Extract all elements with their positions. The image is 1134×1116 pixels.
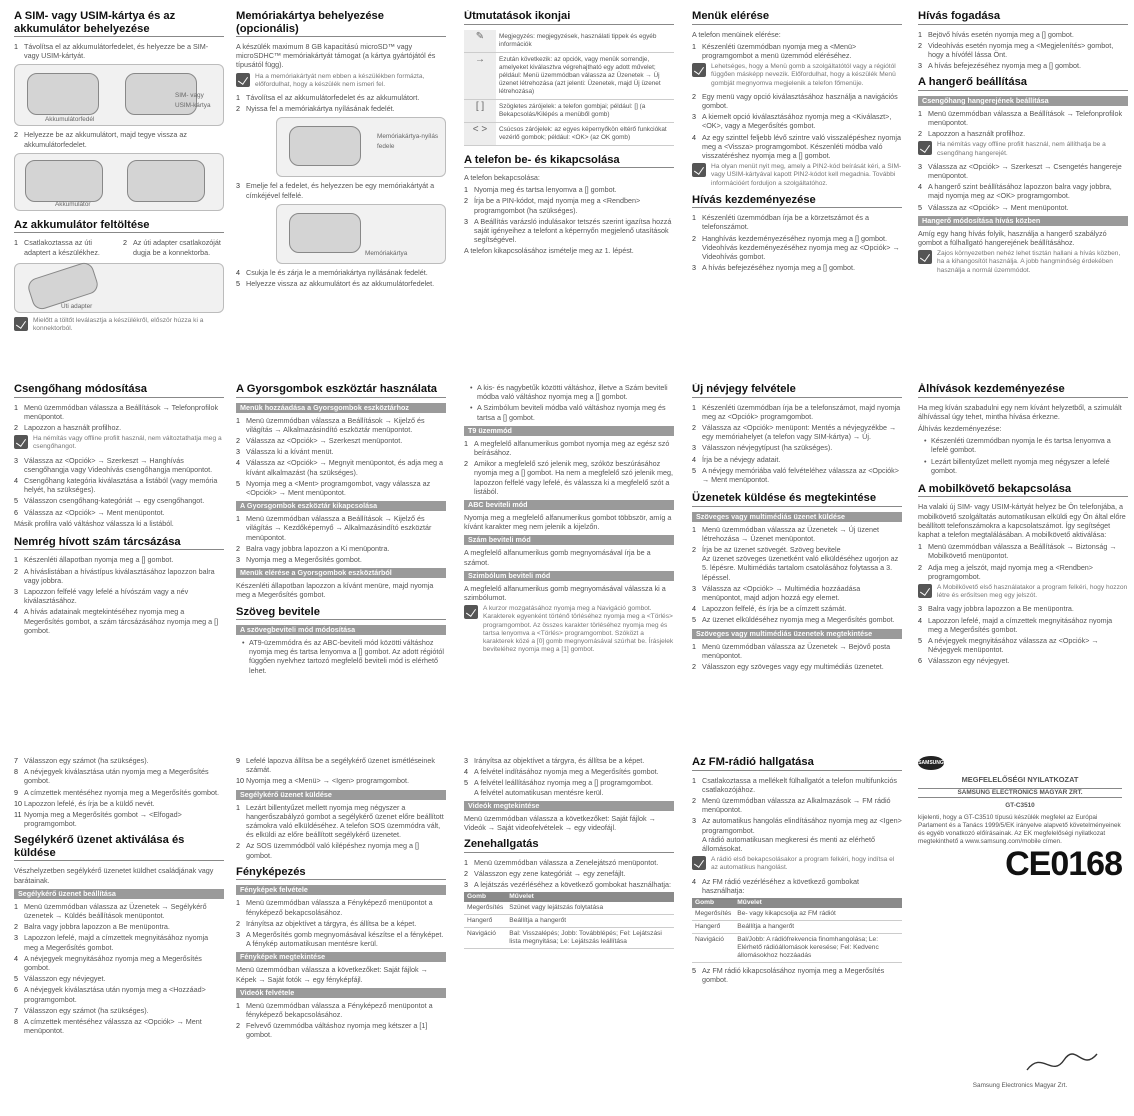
bullet: • Készenléti üzemmódban nyomja le és tartsa lenyomva a lefelé gombot. <box>924 436 1111 455</box>
col-video-music <box>464 756 674 1108</box>
paragraph: Amíg egy hang hívás folyik, használja a hangerő szabályzó gombot a fülhallgató hangerejének beállításához. <box>918 228 1107 248</box>
step: 4 A hangerő szint beállításához lapozzon balra vagy jobbra, majd nyomja meg az <OK> programgombot. <box>918 182 1112 201</box>
note-icon <box>692 63 706 77</box>
step: 2 Videohívás esetén nyomja meg a <Megjelenítés> gombot, hogy a hívófél lássa Önt. <box>918 40 1114 59</box>
section-title: Segélykérő üzenet aktiválása és küldése <box>14 834 185 859</box>
step: 1 Menü üzemmódban válassza a Beállítások → Kijelző és világítás → Alkalmazásindító eszköztár menüpontot. <box>236 415 425 434</box>
step: 3 Válassza az <Opciók> → Szerkeszt → Csengetés hangereje menüpontot. <box>918 161 1122 181</box>
section-title: Az akkumulátor feltöltése <box>14 218 150 231</box>
paragraph: Készenléti állapotban lapozzon a kívánt menüre, majd nyomja meg a Megerősítés gombot. <box>236 581 434 600</box>
subsection-title: A szövegbeviteli mód módosítása <box>236 625 446 635</box>
step: 3 Nyomja meg a Megerősítés gombot. <box>236 554 362 564</box>
step: 1 Készenléti üzemmódban írja be a telefonszámot, majd nyomja meg az <Opciók> programgombot. <box>692 402 901 421</box>
paragraph: A telefon bekapcsolása: <box>464 173 540 182</box>
step: 3 A lejátszás vezérléséhez a következő gombokat használhatja: <box>464 880 671 890</box>
step: 1 Menü üzemmódban válassza az Üzenetek → Segélykérő üzenetek → Küldés beállítások menüpontot. <box>14 901 207 921</box>
step: 1 Menü üzemmódban válassza a Beállítások → Telefonprofilok menüpontot. <box>14 402 219 421</box>
step: 2 Lapozzon a használt profilhoz. <box>14 422 122 432</box>
col-sos-camera <box>236 756 446 1108</box>
illustration-slot: Memóriakártya-nyílás fedele <box>276 117 446 177</box>
section-title: A telefon be- és kikapcsolása <box>464 153 620 166</box>
step: 5 Válassza az <Opciók> → Ment menüpontot. <box>918 202 1069 212</box>
icons-table: ✎ Megjegyzés: megjegyzések, használati tippek és egyéb információk → Ezután következik: az opciók, vagy menük sorrendje, amelyeket kiválasztva végrehajtható egy adott művelet; például: Menü üzemmódban válassza az Üzenetek → Új üzenet létrehozása (azt jelenti: Üzenetek, majd Új üzenet létrehozása) [ ] Szögletes zárójelek: a telefon gombjai; például: [] (a Bekapcsolás/Kilépés a menüből gomb) < > Csúcsos zárójelek: az egyes képernyőkön eltérő funkciókat vezérlő gombok; például: <OK> (az OK gomb) <box>464 30 674 146</box>
step: 5 Válasszon csengőhang-kategóriát → egy csengőhangot. <box>14 496 205 506</box>
col-sim-battery <box>14 10 224 368</box>
step: 1 Távolítsa el az akkumulátorfedelet és az akkumulátort. <box>236 93 420 103</box>
section-title: Hívás fogadása <box>918 10 1001 22</box>
note: Lehetséges, hogy a Menü gomb a szolgáltatótól vagy a régiótól függően másképp nevezik. Előfordulhat, hogy a készülék Menü gombját megnyomva megjelenik a telefon főmenüje. <box>692 63 902 88</box>
declaration-text: kijelenti, hogy a GT-C3510 típusú készülék megfelel az Európai Parlament és a Tanács 1999/5/EK irányelve alapvető követelményeinek és egyéb vonatkozó előírásainak. Az EK megfelelőségi nyilatkozat megtekinthető a www.samsung.com/mobile címen. <box>918 814 1121 845</box>
step: 2 A híváslistában a hívástípus kiválasztásához lapozzon balra vagy jobbra. <box>14 566 215 585</box>
step: 2 Lapozzon a használt profilhoz. <box>918 129 1026 139</box>
step: 8 A névjegyek kiválasztása után nyomja meg a Megerősítés gombot. <box>14 767 209 786</box>
step: 1 Csatlakoztassa a mellékelt fülhallgatót a telefon multifunkciós csatlakozójához. <box>692 775 897 794</box>
subsection-title: T9 üzemmód <box>464 426 674 436</box>
step: 5 A felvétel leállításához nyomja meg a [] programgombot. A felvétel automatikusan mentésre kerül. <box>464 778 653 797</box>
section-title: Nemrég hívott szám tárcsázása <box>14 535 181 548</box>
col-sos <box>14 756 224 1108</box>
col-icons-power <box>464 10 674 368</box>
note-icon <box>14 435 28 449</box>
step: 1 A megfelelő alfanumerikus gombot nyomja meg az egész szó beírásához. <box>464 438 670 458</box>
section-title: A Gyorsgombok eszköztár használata <box>236 383 438 395</box>
step: 2 Balra vagy jobbra lapozzon a Ki menüpontra. <box>236 543 390 553</box>
step: 4 Az egy szinttel feljebb lévő szintre való visszalépéshez nyomja meg a <Vissza> programgombot. Készenléti módba való visszatéréshez nyomja meg a [] gombot. <box>692 132 901 160</box>
step: 3 A hívás befejezéséhez nyomja meg a [] gombot. <box>692 263 856 273</box>
note: Ha némítás vagy offline profilt használ, nem változtathatja meg a csengőhangot. <box>14 435 224 451</box>
step: 9 A címzettek mentéséhez nyomja meg a Megerősítés gombot. <box>14 787 219 797</box>
step: 6 Válasszon egy névjegyet. <box>918 656 1010 666</box>
step: 2 Az úti adapter csatlakozóját dugja be a konnektorba. <box>123 238 221 257</box>
step: 1 Készenléti üzemmódban nyomja meg a <Menü> programgombot a menü üzemmód eléréséhez. <box>692 41 857 60</box>
illustration-card: Memóriakártya <box>276 204 446 264</box>
step: 1 Menü üzemmódban válassza a Zenelejátszó menüpontot. <box>464 857 659 867</box>
note-icon <box>692 163 706 177</box>
step: 5 Az FM rádió kikapcsolásához nyomja meg a Megerősítés gombot. <box>692 965 885 985</box>
bracket-icon: [ ] <box>464 99 496 122</box>
paragraph: Vészhelyzetben segélykérő üzenetet küldhet családjának vagy barátainak. <box>14 866 214 885</box>
paragraph: Menü üzemmódban válassza a következőket: Saját fájlok → Képek → Saját fotók → egy fényképfájl. <box>236 965 428 984</box>
step: 2 Egy menü vagy opció kiválasztásához használja a navigációs gombot. <box>692 91 898 110</box>
paragraph: Ha valaki új SIM- vagy USIM-kártyát helyez be Ön telefonjába, a mobilkövető szolgáltatás automatikusan elküldi egy Ön által előre beállított telefonszámokra a kapcsolatszámot. Így segítséget kaphat a telefon megtalálásában. A mobilkövető aktiválása: <box>918 502 1126 540</box>
note-icon <box>464 605 478 619</box>
subsection-title: Szimbólum beviteli mód <box>464 571 674 581</box>
note: Ha olyan menüt nyit meg, amely a PIN2-kód beírását kéri, a SIM- vagy USIM-kártyával kapott PIN2-kódot kell megadnia. További információért forduljon a szolgáltatóhoz. <box>692 163 902 188</box>
step: 1 Menü üzemmódban válassza a Beállítások → Biztonság → Mobilkövető menüpontot. <box>918 542 1117 561</box>
step: 7 Válasszon egy számot (ha szükséges). <box>14 1005 149 1015</box>
note: A kurzor mozgatásához nyomja meg a Navigáció gombot. Karakterek egyenként történő törléséhez nyomja meg a <Törlés> programgombot. Az összes karakter törléséhez nyomja meg és tartsa lenyomva a <Törlés> programgombot. Szóközt a karakterek közé a [0] gomb megnyomásával szúrhat be. Írásjelek beviteléhez nyomja meg a [1] gombot. <box>464 605 674 654</box>
step: 1 Menü üzemmódban válassza a Fényképező menüpontot a fényképező bekapcsolásához. <box>236 1000 433 1019</box>
step: 2 Irányítsa az objektívet a tárgyra, és állítsa be a képet. <box>236 918 417 928</box>
note: Ha némítás vagy offline profilt használ, nem állíthatja be a csengőhang hangerejét. <box>918 141 1128 157</box>
step: 4 Csukja le és zárja le a memóriakártya nyílásának fedelét. <box>236 267 428 277</box>
subsection-title: A Gyorsgombok eszköztár kikapcsolása <box>236 501 446 511</box>
subsection-title: Segélykérő üzenet küldése <box>236 790 446 800</box>
col-answer-volume <box>918 10 1128 368</box>
step: 3 Balra vagy jobbra lapozzon a Be menüpontra. <box>918 604 1074 614</box>
subsection-title: Videók felvétele <box>236 988 446 998</box>
step: 9 Lefelé lapozva állítsa be a segélykérő üzenet ismétléseinek számát. <box>236 756 435 775</box>
note-icon <box>918 584 932 598</box>
step: 4 Írja be a névjegy adatait. <box>692 454 781 464</box>
step: 3 Emelje fel a fedelet, és helyezzen be egy memóriakártyát a címkéjével felfelé. <box>236 181 435 200</box>
section-title: Hívás kezdeményezése <box>692 193 816 206</box>
section-title: Útmutatások ikonjai <box>464 10 571 22</box>
step: 1 Menü üzemmódban válassza a Beállítások → Kijelző és világítás → Kezdőképernyő → Alkalmazásindító eszköztár menüpontot. <box>236 514 432 542</box>
subsection-title: Hangerő módosítása hívás közben <box>918 216 1128 226</box>
step: 5 A névjegy memóriába való felvételéhez válassza az <Opciók> → Ment menüpontot. <box>692 465 899 484</box>
paragraph: Ha meg kíván szabadulni egy nem kívánt helyzetből, a szimulált álhívással úgy tehet, mintha hívása érkezne. <box>918 402 1122 421</box>
subsection-title: Fényképek felvétele <box>236 885 446 895</box>
step: 1 Menü üzemmódban válassza az Üzenetek → Új üzenet létrehozása → Üzenet menüpontot. <box>692 524 879 543</box>
paragraph: A megfelelő alfanumerikus gomb megnyomásával írja be a számot. <box>464 548 651 567</box>
col-ringtone-redial <box>14 383 224 741</box>
step: 2 Írja be a PIN-kódot, majd nyomja meg a <Rendben> programgombot (ha szükséges). <box>464 196 641 215</box>
step: 3 Válassza az <Opciók> → Szerkeszt → Hanghívás csengőhangja vagy Videohívás csengőhangja menüpontot. <box>14 455 213 474</box>
section-title: A mobilkövető bekapcsolása <box>918 482 1072 495</box>
step: 3 Válassza ki a kívánt menüt. <box>236 447 334 457</box>
paragraph: A készülék maximum 8 GB kapacitású microSD™ vagy microSDHC™ memóriakártyát támogat (a kártya gyártójától és típusától függ). <box>236 42 436 70</box>
step: 2 Az SOS üzemmódból való kilépéshez nyomja meg a [] gombot. <box>236 841 419 860</box>
paragraph: A megfelelő alfanumerikus gomb megnyomásával válassza ki a szimbólumot. <box>464 583 666 603</box>
step: 2 Balra vagy jobbra lapozzon a Be menüpontra. <box>14 922 170 932</box>
declaration-title: MEGFELELŐSÉGI NYILATKOZAT <box>961 775 1079 784</box>
subsection-title: Videók megtekintése <box>464 801 674 811</box>
step: 5 Válasszon egy névjegyet. <box>14 974 106 984</box>
note: A rádió első bekapcsolásakor a program felkéri, hogy indítsa el az automatikus hangolást. <box>692 856 902 872</box>
samsung-logo: SAMSUNG ELECTRONICS <box>918 756 944 770</box>
step: 4 Lapozzon felfelé, és írja be a címzett számát. <box>692 604 847 614</box>
angle-bracket-icon: < > <box>464 122 496 145</box>
step: 2 Nyissa fel a memóriakártya nyílásának fedelét. <box>236 104 395 114</box>
subsection-title: ABC beviteli mód <box>464 500 674 510</box>
step: 2 Válassza az <Opciók> menüpont: Mentés a névjegyzékbe → egy memóriahelyet (a telefon vagy SIM-kártya) → Új. <box>692 422 897 442</box>
paragraph: Menü üzemmódban válassza a következőket: Saját fájlok → Videók → Saját videofelvételek → egy videofájl. <box>464 813 656 833</box>
subsection-title: Fényképek megtekintése <box>236 952 446 962</box>
paragraph: Nyomja meg a megfelelő alfanumerikus gombot többször, amíg a kívánt karakter meg nem jelenik a kijelzőn. <box>464 513 672 532</box>
note-icon <box>918 141 932 155</box>
step: 3 Lapozzon lefelé, majd a címzettek megnyitásához nyomja meg a Megerősítés gombot. <box>14 933 209 952</box>
note: Ha a memóriakártyát nem ebben a készülékben formázta, előfordulhat, hogy a készülék nem ismeri fel. <box>236 73 446 89</box>
col-menus-calls <box>692 10 902 368</box>
col-fake-call-tracker <box>918 383 1128 741</box>
step: 2 Hanghívás kezdeményezéséhez nyomja meg a [] gombot. Videohívás kezdeményezéséhez nyomja meg az <Opciók> → Videohívás gombot. <box>692 233 900 262</box>
section-title: Csengőhang módosítása <box>14 383 148 395</box>
step: 1 Menü üzemmódban válassza a Beállítások → Telefonprofilok menüpontot. <box>918 108 1123 128</box>
note-icon <box>918 250 932 264</box>
subsection-title: Szöveges vagy multimédiás üzenetek megtekintése <box>692 629 902 639</box>
step: 3 Válasszon névjegytípust (ha szükséges). <box>692 443 833 453</box>
note-icon: ✎ <box>464 30 496 53</box>
step: 2 Helyezze be az akkumulátort, majd tegye vissza az akkumulátorfedelet. <box>14 130 187 149</box>
section-title: Üzenetek küldése és megtekintése <box>692 492 877 505</box>
subsection-title: Csengőhang hangerejének beállítása <box>918 96 1128 106</box>
step: 4 Az FM rádió vezérléséhez a következő gombokat használhatja: <box>692 876 860 895</box>
step: 7 Válasszon egy számot (ha szükséges). <box>14 756 149 765</box>
step: 1 Bejövő hívás esetén nyomja meg a [] gombot. <box>918 29 1074 39</box>
model-number: GT-C3510 <box>1005 802 1035 809</box>
step: 2 Adja meg a jelszót, majd nyomja meg a <Rendben> programgombot. <box>918 562 1094 581</box>
step: 3 Lapozzon felfelé vagy lefelé a hívószám vagy a név kiválasztásához. <box>14 587 189 606</box>
bullet: • Lezárt billentyűzet mellett nyomja meg négyszer a lefelé gombot. <box>924 456 1110 475</box>
paragraph: A telefon menüinek elérése: <box>692 29 781 39</box>
section-title: Menük elérése <box>692 10 770 22</box>
step: 2 Válasszon egy szöveges vagy egy multimédiás üzenetet. <box>692 662 884 672</box>
bullet: • A Szimbólum beviteli módba való váltáshoz nyomja meg és tartsa a [] gombot. <box>470 403 666 422</box>
step: 2 Válasszon egy zene kategóriát → egy zenefájlt. <box>464 868 626 878</box>
note-icon <box>236 73 250 87</box>
step: 11 Nyomja meg a Megerősítés gombot → <Elfogad> programgombot. <box>14 810 182 829</box>
ce-mark: CE0168 <box>1005 845 1122 883</box>
col-memory-card <box>236 10 446 368</box>
step: 3 A hívás befejezéséhez nyomja meg a [] gombot. <box>918 61 1082 71</box>
section-title: Zenehallgatás <box>464 838 539 851</box>
music-keys-table: Gomb Művelet Megerősítés Szünet vagy lejátszás folytatása Hangerő Beállítja a hangerőt Navigáció Bal: Visszalépés; Jobb: Továbblépés; Fel: Lejátszási lista megnyitása; Le: Lejátszás leállítása <box>464 892 674 949</box>
step: 1 Távolítsa el az akkumulátorfedelet, és helyezze be a SIM- vagy USIM-kártyát. <box>14 42 209 61</box>
step: 1 Nyomja meg és tartsa lenyomva a [] gombot. <box>464 185 617 195</box>
illustration-charger: Úti adapter <box>14 263 224 313</box>
section-title: Fényképezés <box>236 865 306 878</box>
step: 2 Menü üzemmódban válassza az Alkalmazások → FM rádió menüpontot. <box>692 795 891 815</box>
step: 4 Válassza az <Opciók> → Megnyit menüpontot, és adja meg a kívánt alkalmazást (ha szükséges). <box>236 458 443 477</box>
col-contacts-messages <box>692 383 902 741</box>
step: 6 Válassza az <Opciók> → Ment menüpontot. <box>14 507 165 517</box>
step: 5 Az üzenet elküldéséhez nyomja meg a Megerősítés gombot. <box>692 615 895 625</box>
step: 4 A hívás adatainak megtekintéséhez nyomja meg a Megerősítés gombot, a szám tárcsázásához nyomja meg a [] gombot. <box>14 607 219 635</box>
bullet: • A kis- és nagybetűk közötti váltáshoz, illetve a Szám beviteli módba való váltáshoz nyomja meg a [] gombot. <box>470 383 668 402</box>
section-title: Memóriakártya behelyezése (opcionális) <box>236 10 385 35</box>
radio-keys-table: Gomb Művelet Megerősítés Be- vagy kikapcsolja az FM rádiót Hangerő Beállítja a hangerőt Navigáció Bal/Jobb: A rádiófrekvencia finomhangolása; Le: Elérhető rádióállomások keresése; Fel: Kedvenc állomásokhoz hozzáadás <box>692 898 902 963</box>
step: 4 A felvétel indításához nyomja meg a Megerősítés gombot. <box>464 767 659 777</box>
company-name: SAMSUNG ELECTRONICS MAGYAR ZRT. <box>918 788 1122 798</box>
step: 5 Nyomja meg a <Ment> programgombot, vagy válassza az <Opciók> → Ment menüpontot. <box>236 478 431 497</box>
step: 2 Felvevő üzemmódba váltáshoz nyomja meg kétszer a [1] gombot. <box>236 1021 428 1040</box>
col-declaration <box>918 756 1122 1108</box>
subsection-title: Menük hozzáadása a Gyorsgombok eszköztárhoz <box>236 403 446 413</box>
note-icon <box>14 317 28 331</box>
step: 3 A kiemelt opció kiválasztásához nyomja meg a <Kiválaszt>, <OK>, vagy a Megerősítés gombot. <box>692 112 892 131</box>
note: A Mobilkövető első használatakor a program felkéri, hogy hozzon létre és erősítsen meg egy jelszót. <box>918 584 1128 600</box>
signature-graphic <box>1022 1048 1102 1078</box>
step: 4 Lapozzon lefelé, majd a címzettek megnyitásához nyomja meg a Megerősítés gombot. <box>918 615 1113 634</box>
illustration-battery: Akkumulátor <box>14 153 224 211</box>
step: 2 Írja be az üzenet szövegét. Szöveg bevitele Az üzenet szöveges üzenetként való elküldéséhez ugorjon az 5. lépésre. Multimédiás tartalom csatolásához folytassa a 3. lépéssel. <box>692 545 899 582</box>
col-fm-radio <box>692 756 902 1108</box>
paragraph: A telefon kikapcsolásához ismételje meg az 1. lépést. <box>464 246 634 256</box>
step: 3 Válassza az <Opciók> → Multimédia hozzáadása menüpontot, majd adjon hozzá egy elemet. <box>692 583 861 603</box>
note: Mielőtt a töltőt leválasztja a készülékről, először húzza ki a konnektorból. <box>14 317 224 333</box>
step: 1 Készenléti üzemmódban írja be a körzetszámot és a telefonszámot. <box>692 213 869 232</box>
step: 8 A címzettek mentéséhez válassza az <Opciók> → Ment menüpontot. <box>14 1017 202 1036</box>
step: 3 Irányítsa az objektívet a tárgyra, és állítsa be a képet. <box>464 756 645 765</box>
step: 5 Helyezze vissza az akkumulátort és az akkumulátorfedelet. <box>236 279 435 289</box>
step: 5 A névjegyek megnyitásához válassza az <Opciók> → Névjegyek menüpontot. <box>918 636 1099 655</box>
paragraph: Álhívás kezdeményezése: <box>918 423 1002 433</box>
step: 1 Csatlakoztassa az úti adaptert a készülékhez. <box>14 238 100 257</box>
step: 10 Nyomja meg a <Menü> → <Igen> programgombot. <box>236 776 410 786</box>
section-title: Az FM-rádió hallgatása <box>692 756 814 768</box>
subsection-title: Szám beviteli mód <box>464 535 674 545</box>
signatory: Samsung Electronics Magyar Zrt. <box>972 1082 1068 1089</box>
subsection-title: Segélykérő üzenet beállítása <box>14 889 224 899</box>
step: 3 A Megerősítés gomb megnyomásával készítse el a fényképet. A fénykép automatikusan mentésre kerül. <box>236 929 444 949</box>
step: 3 A Beállítás varázsló indulásakor tetszés szerint igazítsa hozzá saját igényeihez a telefont a képernyőn megjelenő utasítások segítségével. <box>464 216 672 245</box>
arrow-icon: → <box>464 52 496 99</box>
note: Zajos környezetben nehéz lehet tisztán hallani a hívás közben, ha a kihangosítót használja. A jobb hangminőség érdekében használja a normál üzemmódot. <box>918 250 1128 275</box>
step: 4 Csengőhang kategória kiválasztása a listából (vagy memória helyét, ha szükséges). <box>14 475 218 495</box>
section-title: A hangerő beállítása <box>918 76 1028 89</box>
step: 1 Készenléti állapotban nyomja meg a [] gombot. <box>14 555 174 565</box>
step: 1 Lezárt billentyűzet mellett nyomja meg négyszer a hangerőszabályzó gombot a segélykérő üzenet előre beállított számokra való elküldéséhez. A telefon SOS üzemmódra vált, és elküldi az előre beállított segélykérő üzenetet. <box>236 802 444 840</box>
step: 1 Menü üzemmódban válassza a Fényképező menüpontot a fényképező bekapcsolásához. <box>236 898 433 917</box>
col-text-input <box>464 383 674 741</box>
section-title: Új névjegy felvétele <box>692 383 796 395</box>
section-title: Álhívások kezdeményezése <box>918 383 1065 395</box>
section-title: Szöveg bevitele <box>236 605 320 618</box>
step: 2 Amikor a megfelelő szó jelenik meg, szóköz beszúrásához nyomja meg a [] gombot. Ha nem a megfelelő szó jelenik meg, lapozzon felfelé vagy lefelé, és válassza ki a megfelelő szót a listából. <box>464 459 673 496</box>
paragraph: Másik profilra való váltáshoz válassza ki a listából. <box>14 518 174 528</box>
step: 3 Az automatikus hangolás elindításához nyomja meg az <Igen> programgombot. A rádió automatikusan megkeresi és menti az elérhető állomásokat. <box>692 816 902 853</box>
col-shortcuts-text <box>236 383 446 741</box>
subsection-title: Menük elérése a Gyorsgombok eszköztárból <box>236 568 446 578</box>
step: 4 A névjegyek megnyitásához nyomja meg a Megerősítés gombot. <box>14 953 202 973</box>
step: 6 A névjegyek kiválasztása után nyomja meg a <Hozzáad> programgombot. <box>14 985 206 1004</box>
step: 10 Lapozzon lefelé, és írja be a küldő nevét. <box>14 798 155 808</box>
step: 2 Válassza az <Opciók> → Szerkeszt menüpontot. <box>236 435 403 445</box>
note-icon <box>692 856 706 870</box>
section-title: A SIM- vagy USIM-kártya és az akkumulátor behelyezése <box>14 10 176 35</box>
step: 1 Menü üzemmódban válassza az Üzenetek → Bejövő posta menüpontot. <box>692 641 891 660</box>
bullet: • AT9-üzemmódra és az ABC-beviteli mód közötti váltáshoz nyomja meg és tartsa lenyomva a [] gombot. Az adott régiótól függően nyelvhez tartozó megfelelő beviteli mód is elérhető lehet. <box>242 638 444 675</box>
subsection-title: Szöveges vagy multimédiás üzenet küldése <box>692 512 902 522</box>
illustration-sim: Akkumulátorfedél SIM- vagy USIM-kártya <box>14 64 224 126</box>
